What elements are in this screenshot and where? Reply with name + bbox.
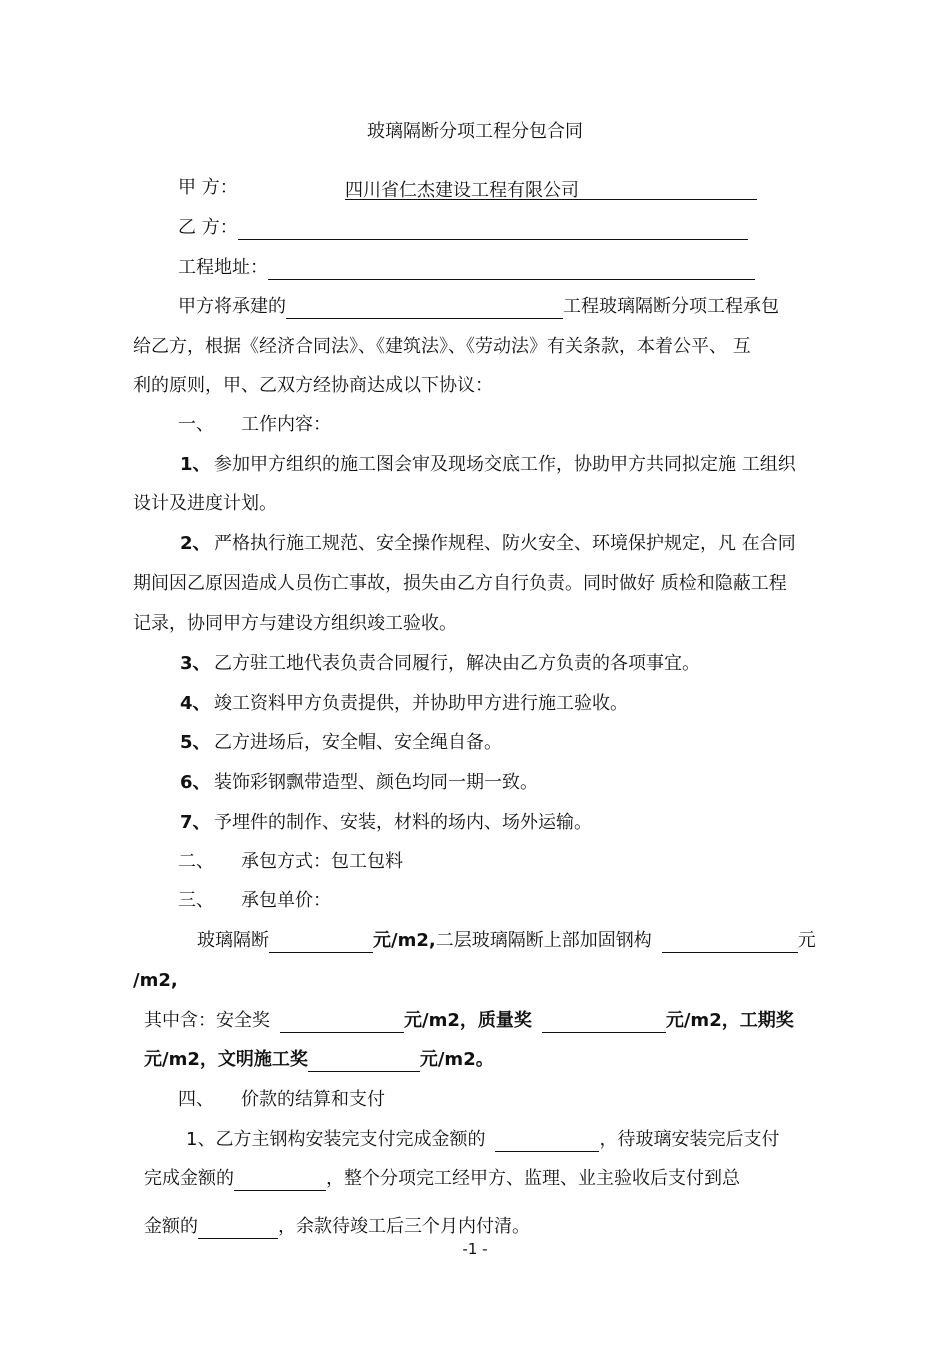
item-3-text: 乙方驻工地代表负责合同履行，解决由乙方负责的各项事宜。 — [214, 653, 700, 674]
intro-text-b: 工程玻璃隔断分项工程承包 — [563, 296, 779, 317]
item-5-text: 乙方进场后，安全帽、安全绳自备。 — [214, 732, 502, 753]
payment-text-3a: 金额的 — [144, 1216, 198, 1237]
quality-bonus-label: 元/m2，质量奖 — [404, 1010, 532, 1031]
sec2-number: 二、 — [178, 851, 214, 872]
payment-text-1b: ，待玻璃安装完后支付 — [599, 1129, 780, 1150]
address-label: 工程地址： — [178, 257, 268, 278]
item-1-line-1: 参加甲方组织的施工图会审及现场交底工作，协助甲方共同拟定施 工组织 — [214, 454, 796, 475]
safety-bonus-blank — [280, 1012, 404, 1033]
payment-line-2 — [144, 1167, 740, 1191]
intro-line-3: 利的原则，甲、乙双方经协商达成以下协议： — [133, 375, 493, 396]
sec2-title: 承包方式：包工包料 — [241, 851, 403, 872]
payment-line-3 — [144, 1215, 530, 1239]
project-name-blank — [286, 298, 563, 319]
item-7-number: 7、 — [180, 812, 211, 833]
unit-label-end: 元/m2。 — [419, 1049, 494, 1070]
item-5-number: 5、 — [180, 732, 211, 753]
party-b-row — [178, 216, 748, 240]
address-row — [178, 256, 755, 280]
item-1-number: 1、 — [180, 454, 211, 475]
civilized-construction-label: 元/m2，文明施工奖 — [144, 1049, 308, 1070]
sec1-title: 工作内容： — [241, 414, 331, 435]
sec3-title: 承包单价： — [241, 890, 331, 911]
schedule-bonus-label: 元/m2，工期奖 — [665, 1010, 794, 1031]
party-a-field — [345, 176, 757, 200]
intro-text-a: 甲方将承建的 — [178, 296, 286, 317]
document-title: 玻璃隔断分项工程分包合同 — [367, 121, 583, 142]
unit-price-line-2: /m2, — [133, 970, 178, 991]
glass-partition-price-blank — [269, 932, 373, 953]
payment-text-2b: ，整个分项完工经甲方、监理、业主验收后支付到总 — [326, 1168, 740, 1189]
unit-price-line-3 — [144, 1009, 794, 1033]
intro-line-1 — [178, 295, 779, 319]
item-4-text: 竣工资料甲方负责提供，并协助甲方进行施工验收。 — [214, 693, 628, 714]
sec3-number: 三、 — [178, 890, 214, 911]
sec4-number: 四、 — [178, 1089, 214, 1110]
item-2-line-2: 期间因乙原因造成人员伤亡事故，损失由乙方自行负责。同时做好 质检和隐蔽工程 — [133, 573, 787, 594]
payment-blank-3 — [198, 1218, 278, 1239]
intro-line-2: 给乙方，根据《经济合同法》、《建筑法》、《劳动法》有关条款，本着公平、 互 — [133, 336, 751, 357]
item-1-line-2: 设计及进度计划。 — [133, 493, 277, 514]
glass-partition-label: 玻璃隔断 — [197, 930, 269, 951]
steel-reinforcement-label: 二层玻璃隔断上部加固钢构 — [435, 930, 652, 951]
steel-price-blank — [662, 932, 798, 953]
party-a-value: 四川省仁杰建设工程有限公司 — [345, 180, 579, 201]
unit-price-line-1 — [197, 929, 816, 953]
civilized-construction-blank — [308, 1051, 420, 1072]
address-blank — [268, 259, 755, 280]
item-4-number: 4、 — [180, 693, 211, 714]
party-a-label: 甲 方： — [178, 177, 238, 198]
item-7-text: 予埋件的制作、安装，材料的场内、场外运输。 — [214, 812, 592, 833]
payment-text-1a: 1、乙方主钢构安装完支付完成金额的 — [186, 1129, 486, 1150]
item-2-line-1: 严格执行施工规范、安全操作规程、防火安全、环境保护规定，凡 在合同 — [214, 533, 796, 554]
party-b-blank — [238, 219, 748, 240]
payment-text-2a: 完成金额的 — [144, 1168, 234, 1189]
quality-bonus-blank — [542, 1012, 666, 1033]
sec1-number: 一、 — [178, 414, 214, 435]
payment-text-3b: ，余款待竣工后三个月内付清。 — [278, 1216, 530, 1237]
sec4-title: 价款的结算和支付 — [241, 1089, 385, 1110]
payment-blank-1 — [495, 1131, 599, 1152]
item-2-line-3: 记录，协同甲方与建设方组织竣工验收。 — [133, 613, 457, 634]
item-6-text: 装饰彩钢飘带造型、颜色均同一期一致。 — [214, 772, 538, 793]
item-3-number: 3、 — [180, 653, 211, 674]
payment-blank-2 — [234, 1170, 326, 1191]
unit-price-line-4 — [144, 1048, 494, 1072]
unit-label-1: 元/m2, — [373, 930, 436, 951]
payment-line-1 — [186, 1128, 779, 1152]
yuan-label: 元 — [797, 930, 816, 951]
page-number: -1 - — [462, 1240, 488, 1258]
item-6-number: 6、 — [180, 772, 211, 793]
safety-bonus-label: 其中含：安全奖 — [144, 1010, 270, 1031]
party-b-label: 乙 方： — [178, 217, 238, 238]
item-2-number: 2、 — [180, 533, 211, 554]
